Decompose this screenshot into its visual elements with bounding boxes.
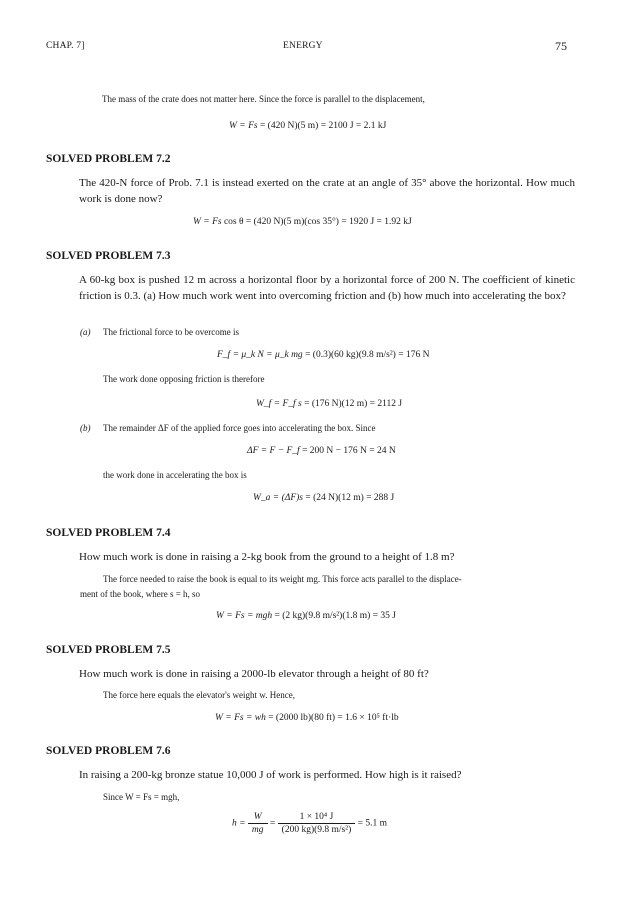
p76-equals: = [269,818,276,829]
p73-eq1 [217,350,429,360]
p72-eq-lhs: W = Fs [193,217,222,227]
p75-question: How much work is done in raising a 2000-lb elevator through a height of 80 ft? [79,668,429,680]
p72-eq-rhs: cos θ = (420 N)(5 m)(cos 35°) = 1920 J = 1.92 kJ [223,217,412,227]
p74-answer-line1: The force needed to raise the book is equal to its weight mg. This force acts parallel to the displace- [103,574,462,584]
p73-eq4-lhs: W_a = (ΔF)s [253,493,303,503]
p75-equation [215,713,399,723]
p76-equation [232,812,387,835]
p76-fraction-1 [248,812,268,835]
p73-eq3-lhs: ΔF = F − F_f [247,446,300,456]
p76-frac2-num: 1 × 10⁴ J [278,812,356,824]
p73-eq1-lhs: F_f = μ_k N = μ_k mg [217,350,303,360]
p76-frac2-den: (200 kg)(9.8 m/s²) [281,825,352,835]
p74-heading: SOLVED PROBLEM 7.4 [46,527,171,539]
p74-answer-line2: ment of the book, where s = h, so [80,589,201,599]
p73-eq4-rhs: = (24 N)(12 m) = 288 J [305,493,395,503]
p76-fraction-2 [278,812,356,835]
p74-eq-rhs: = (2 kg)(9.8 m/s²)(1.8 m) = 35 J [274,611,396,621]
p71-eq-lhs: W = Fs [229,121,258,131]
p75-eq-lhs: W = Fs = wh [215,713,266,723]
p73-part-a-label [80,327,91,337]
p71-equation [229,121,386,131]
p73-heading: SOLVED PROBLEM 7.3 [46,250,171,262]
p76-eq-lhs: h = [232,818,246,829]
p73-eq2 [256,399,402,409]
p72-heading: SOLVED PROBLEM 7.2 [46,153,171,165]
p73-part-b-marker: (b) [80,423,91,433]
running-head-title: ENERGY [283,41,323,51]
p71-eq-rhs: = (420 N)(5 m) = 2100 J = 2.1 kJ [259,121,387,131]
p76-question: In raising a 200-kg bronze statue 10,000 J of work is performed. How high is it raised? [79,769,462,781]
p73-eq3 [247,446,396,456]
p73-eq4 [253,493,394,503]
p73-question: A 60-kg box is pushed 12 m across a horizontal floor by a horizontal force of 200 N. The coefficient of kinetic friction is 0.3. (a) How much work went into overcoming friction and (b) how much into accelerating the box? [79,274,575,302]
p72-question: The 420-N force of Prob. 7.1 is instead exerted on the crate at an angle of 35° above the horizontal. How much work is done now? [79,177,575,205]
p73-part-a-text: The frictional force to be overcome is [103,327,239,337]
p76-frac1-num: W [253,812,262,822]
p74-eq-lhs: W = Fs = mgh [216,611,273,621]
p73-part-b-label [80,423,91,433]
p76-answer: Since W = Fs = mgh, [103,792,180,802]
p73-part-b-text: The remainder ΔF of the applied force goes into accelerating the box. Since [103,423,376,433]
p73-part-a-text2: The work done opposing friction is therefore [103,374,265,384]
p76-heading: SOLVED PROBLEM 7.6 [46,745,171,757]
p75-heading: SOLVED PROBLEM 7.5 [46,644,171,656]
page-number: 75 [555,39,567,53]
p73-part-b-text2: the work done in accelerating the box is [103,470,247,480]
p73-eq1-rhs: = (0.3)(60 kg)(9.8 m/s²) = 176 N [305,350,430,360]
p73-eq2-lhs: W_f = F_f s [256,399,302,409]
p73-eq2-rhs: = (176 N)(12 m) = 2112 J [304,399,403,409]
p71-note: The mass of the crate does not matter here. Since the force is parallel to the displacement, [102,94,425,104]
p76-frac1-den: mg [251,825,264,835]
p74-question: How much work is done in raising a 2-kg book from the ground to a height of 1.8 m? [79,551,455,563]
p75-answer: The force here equals the elevator's weight w. Hence, [103,690,295,700]
p73-eq3-rhs: = 200 N − 176 N = 24 N [302,446,396,456]
running-head-chapter: CHAP. 7] [46,41,85,51]
p73-part-a-marker: (a) [80,327,91,337]
p75-eq-rhs: = (2000 lb)(80 ft) = 1.6 × 10⁵ ft·lb [268,713,399,723]
p76-eq-result: = 5.1 m [357,818,388,829]
p74-equation [216,611,396,621]
p72-equation [193,217,412,227]
